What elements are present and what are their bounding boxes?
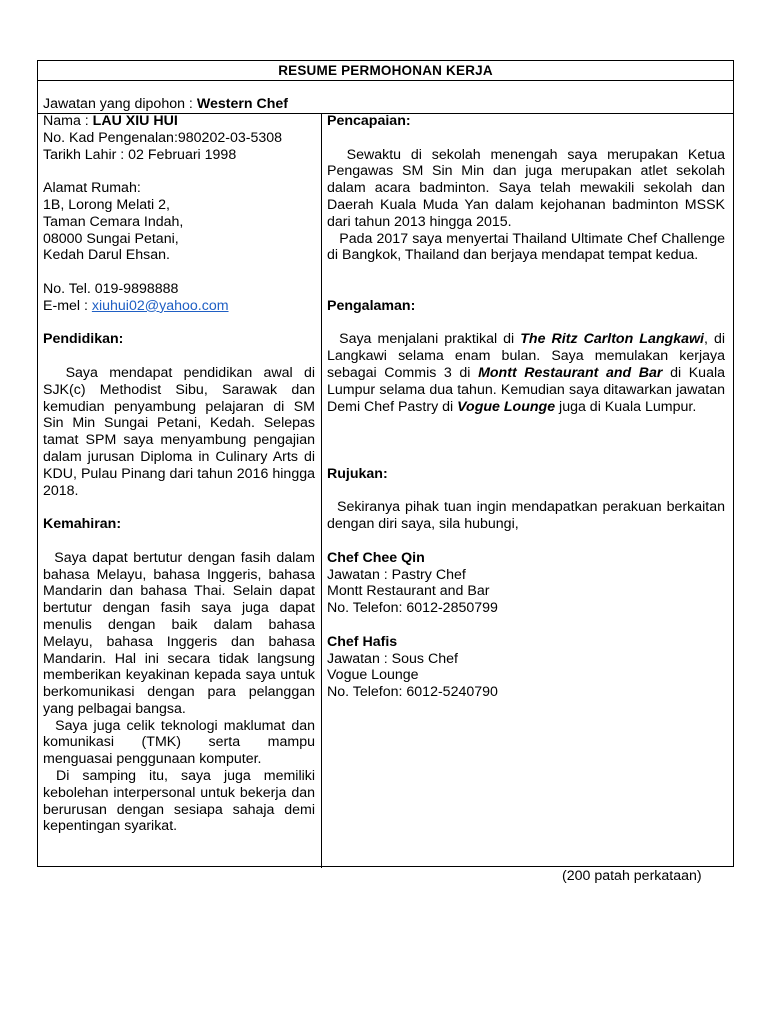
reference-role: Jawatan : Sous Chef (327, 650, 458, 667)
reference-phone: No. Telefon: 6012-2850799 (327, 600, 498, 617)
skills-paragraph: Saya juga celik teknologi maklumat dan komunikasi (TMK) serta mampu menguasai penggunaan komputer. (43, 717, 315, 768)
date-of-birth: Tarikh Lahir : 02 Februari 1998 (43, 146, 237, 163)
reference-org: Vogue Lounge (327, 667, 419, 684)
email-label: E-mel : (43, 297, 92, 314)
experience-text: Saya menjalani praktikal di The Ritz Carlton Langkawi, di Langkawi selama enam bulan. Saya memulakan kerjaya sebagai Commis 3 di Montt Restaurant and Bar di Kuala Lumpur selama dua tahun. Kemudian saya ditawarkan jawatan Demi Chef Pastry di Vogue Lounge juga di Kuala Lumpur. (327, 331, 726, 415)
employer-ritz: The Ritz Carlton Langkawi (520, 331, 704, 348)
reference-phone: No. Telefon: 6012-5240790 (327, 684, 498, 701)
position-value: Western Chef (196, 96, 288, 112)
address-line: 08000 Sungai Petani, (43, 230, 179, 247)
position-applied-row (38, 81, 733, 114)
resume-title: RESUME PERMOHONAN KERJA (38, 61, 733, 81)
name-line (43, 113, 315, 130)
references-heading: Rujukan: (327, 465, 388, 482)
word-count-note: (200 patah perkataan) (562, 868, 702, 884)
email-link[interactable]: xiuhui02@yahoo.com (91, 297, 229, 314)
employer-vogue: Vogue Lounge (457, 398, 556, 415)
address-line: Taman Cemara Indah, (43, 213, 184, 230)
email-line (43, 298, 315, 315)
skills-paragraph: Saya dapat bertutur dengan fasih dalam bahasa Melayu, bahasa Inggeris, bahasa Mandarin dan bahasa Thai. Selain dapat bertutur dengan fasih saya juga dapat menulis dengan baik dalam bahasa Melayu, bahasa Inggeris dan bahasa Mandarin. Hal ini secara tidak langsung memberikan keyakinan kepada saya untuk berkomunikasi dengan para pelanggan yang pelbagai bangsa. (43, 549, 315, 717)
right-column (327, 113, 725, 701)
applicant-name: LAU XIU HUI (92, 113, 178, 129)
telephone: No. Tel. 019-9898888 (43, 280, 179, 297)
address-line: 1B, Lorong Melati 2, (43, 196, 170, 213)
education-text: Saya mendapat pendidikan awal di SJK(c) Methodist Sibu, Sarawak dan kemudian penyambung pelajaran di SM Sin Min Sungai Petani, Kedah. Selepas tamat SPM saya menyambung pengajian dalam jurusan Diploma in Culinary Arts di KDU, Pulau Pinang dari tahun 2016 hingga 2018. (43, 364, 316, 499)
employer-montt: Montt Restaurant and Bar (478, 364, 663, 381)
reference-org: Montt Restaurant and Bar (327, 583, 490, 600)
skills-heading: Kemahiran: (43, 516, 122, 533)
achievements-heading: Pencapaian: (327, 113, 411, 129)
ic-number: No. Kad Pengenalan:980202-03-5308 (43, 129, 283, 146)
reference-name: Chef Chee Qin (327, 549, 425, 566)
resume-table (37, 60, 734, 867)
references-intro: Sekiranya pihak tuan ingin mendapatkan perakuan berkaitan dengan diri saya, sila hubungi, (327, 499, 726, 533)
name-label: Nama : (43, 113, 93, 129)
reference-role: Jawatan : Pastry Chef (327, 566, 466, 583)
achievements-paragraph: Pada 2017 saya menyertai Thailand Ultimate Chef Challenge di Bangkok, Thailand dan berjaya mendapat tempat kedua. (327, 230, 725, 264)
position-label: Jawatan yang dipohon : (43, 96, 197, 112)
left-column (43, 113, 315, 835)
column-divider (321, 114, 322, 868)
reference-name: Chef Hafis (327, 633, 398, 650)
address-line: Kedah Darul Ehsan. (43, 247, 170, 264)
achievements-paragraph: Sewaktu di sekolah menengah saya merupakan Ketua Pengawas SM Sin Min dan juga merupakan atlet sekolah dalam acara badminton. Saya telah mewakili sekolah dan Daerah Kuala Muda Yan dalam kejohanan badminton MSSK dari tahun 2013 hingga 2015. (327, 146, 725, 230)
experience-heading: Pengalaman: (327, 297, 416, 314)
skills-paragraph: Di samping itu, saya juga memiliki kebolehan interpersonal untuk bekerja dan berurusan dengan sesiapa sahaja demi kepentingan syarikat. (43, 768, 315, 835)
address-label: Alamat Rumah: (43, 180, 141, 197)
education-heading: Pendidikan: (43, 331, 124, 348)
